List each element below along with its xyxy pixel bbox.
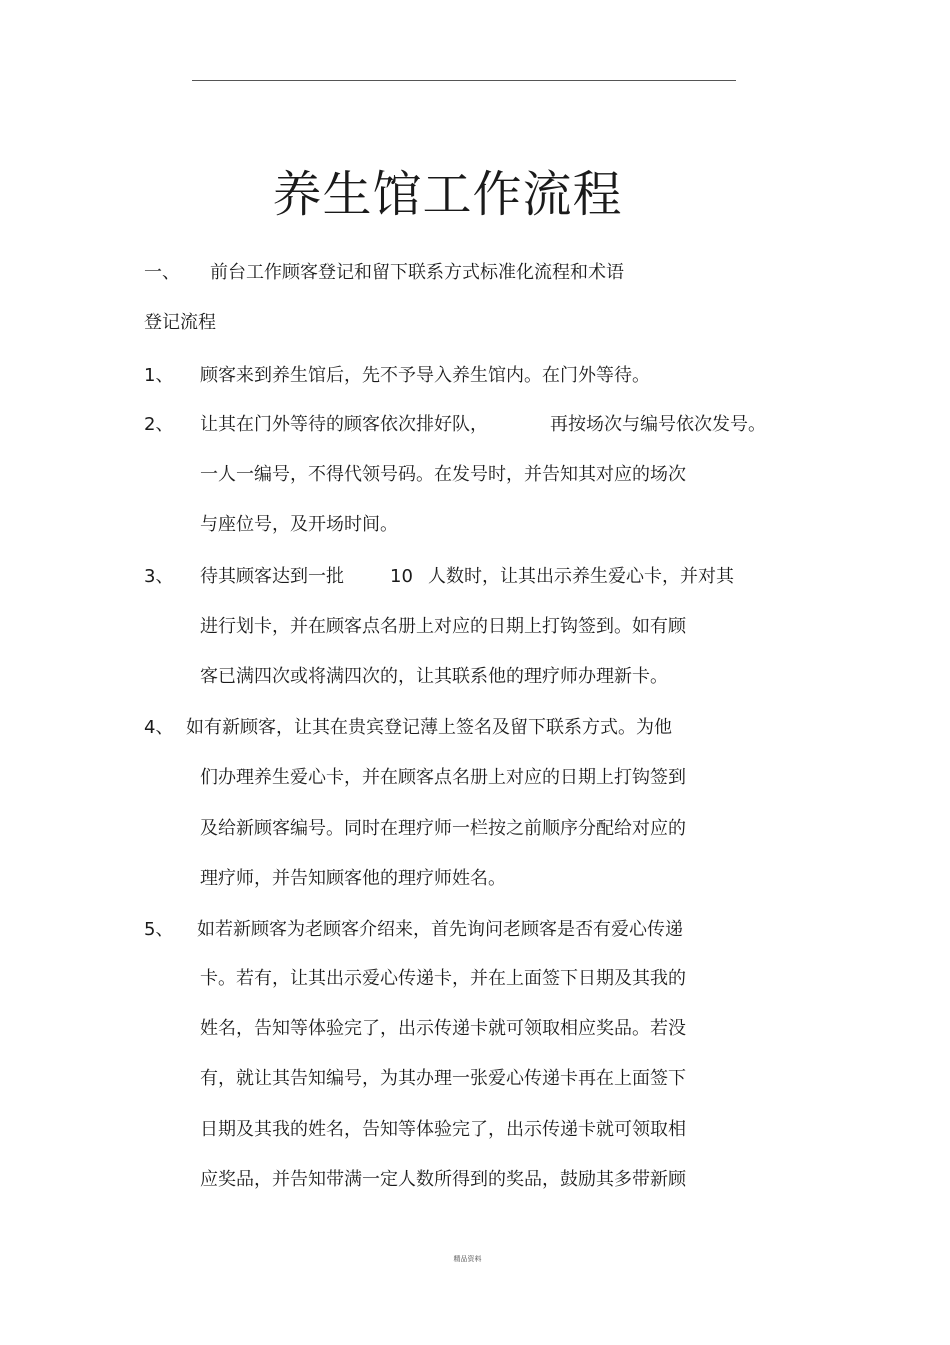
section-number: 一、 — [144, 262, 180, 283]
item-line: 有，就让其告知编号，为其办理一张爱心传递卡再在上面签下 — [200, 1068, 686, 1089]
item-line: 客已满四次或将满四次的，让其联系他的理疗师办理新卡。 — [200, 666, 668, 687]
item-line: 人数时，让其出示养生爱心卡，并对其 — [428, 566, 734, 587]
item-line: 姓名，告知等体验完了，出示传递卡就可领取相应奖品。若没 — [200, 1018, 686, 1039]
page-footer: 精品资料 — [453, 1255, 482, 1263]
item-line: 一人一编号，不得代领号码。在发号时，并告知其对应的场次 — [200, 464, 686, 485]
item-line: 理疗师，并告知顾客他的理疗师姓名。 — [200, 868, 506, 889]
section-heading: 前台工作顾客登记和留下联系方式标准化流程和术语 — [210, 262, 624, 283]
item-line: 如若新顾客为老顾客介绍来，首先询问老顾客是否有爱心传递 — [197, 919, 683, 940]
item-number: 3、 — [144, 566, 174, 587]
item-number: 1、 — [144, 365, 174, 386]
item-line: 让其在门外等待的顾客依次排好队， — [200, 414, 488, 435]
item-line: 再按场次与编号依次发号。 — [550, 414, 766, 435]
item-line: 顾客来到养生馆后，先不予导入养生馆内。在门外等待。 — [200, 365, 650, 386]
item-line: 进行划卡，并在顾客点名册上对应的日期上打钩签到。如有顾 — [200, 616, 686, 637]
page-title: 养生馆工作流程 — [272, 166, 623, 223]
item-number: 2、 — [144, 414, 174, 435]
item-line: 们办理养生爱心卡，并在顾客点名册上对应的日期上打钩签到 — [200, 767, 686, 788]
item-line: 及给新顾客编号。同时在理疗师一栏按之前顺序分配给对应的 — [200, 818, 686, 839]
item-number: 5、 — [144, 919, 174, 940]
item-line: 应奖品，并告知带满一定人数所得到的奖品，鼓励其多带新顾 — [200, 1169, 686, 1190]
item-line: 与座位号，及开场时间。 — [200, 514, 398, 535]
item-line: 如有新顾客，让其在贵宾登记薄上签名及留下联系方式。为他 — [186, 717, 672, 738]
item-number: 4、 — [144, 717, 174, 738]
item-line: 10 — [390, 566, 413, 587]
item-line: 日期及其我的姓名，告知等体验完了，出示传递卡就可领取相 — [200, 1119, 686, 1140]
item-line: 待其顾客达到一批 — [200, 566, 344, 587]
subheading: 登记流程 — [144, 312, 216, 333]
header-rule — [192, 80, 736, 81]
item-line: 卡。若有，让其出示爱心传递卡，并在上面签下日期及其我的 — [200, 968, 686, 989]
